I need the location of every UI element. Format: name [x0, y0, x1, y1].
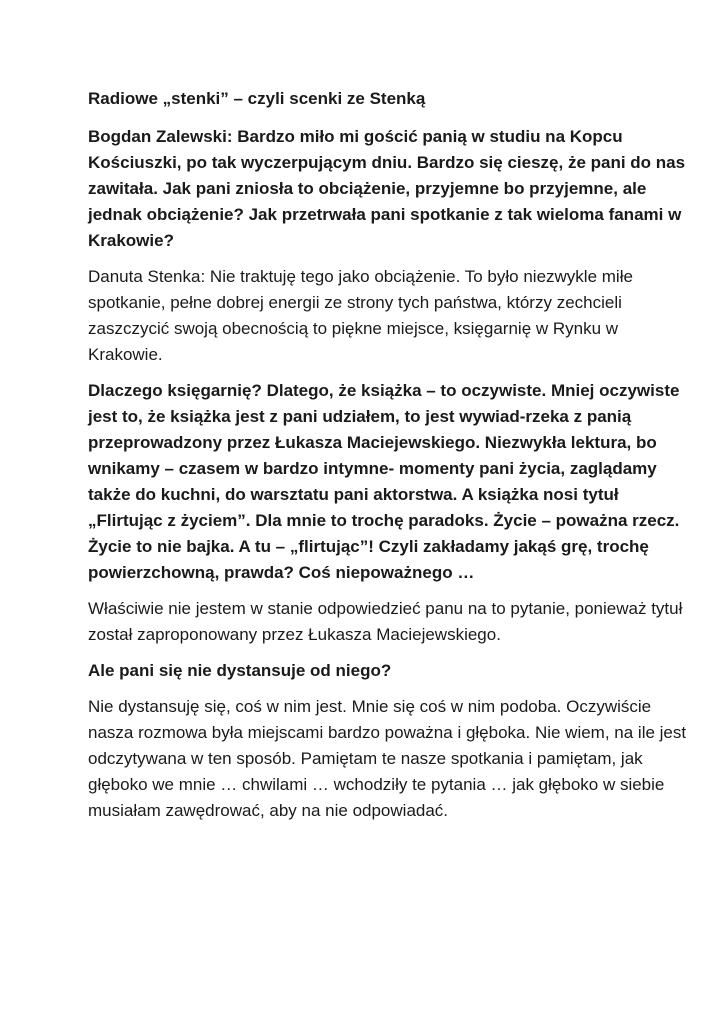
paragraph-question-3: Ale pani się nie dystansuje od niego? — [88, 661, 392, 680]
paragraph-answer-3: Nie dystansuję się, coś w nim jest. Mnie się coś w nim podoba. Oczywiście nasza rozmowa była miejscami bardzo poważna i głęboka. Nie wiem, na ile jest odczytywana w ten sposób. Pamiętam te nasze spotkania i pamiętam, jak głęboko we mnie … chwilami … wchodziły te pytania … jak głęboko w siebie musiałam zawędrować, aby na nie odpowiadać. — [88, 697, 687, 820]
paragraph-question-2: Dlaczego księgarnię? Dlatego, że książka – to oczywiste. Mniej oczywiste jest to, że książka jest z pani udziałem, to jest wywiad-rzeka z panią przeprowadzony przez Łukasza Maciejewskiego. Niezwykła lektura, bo wnikamy – czasem w bardzo intymne- momenty pani życia, zaglądamy także do kuchni, do warsztatu pani aktorstwa. A książka nosi tytuł „Flirtując z życiem”. Dla mnie to trochę paradoks. Życie – poważna rzecz. Życie to nie bajka. A tu – „flirtując”! Czyli zakładamy jakąś grę, trochę powierzchowną, prawda? Coś niepoważnego … — [88, 381, 680, 582]
document-title: Radiowe „stenki” – czyli scenki ze Stenką — [88, 89, 426, 108]
document-page — [88, 86, 688, 834]
paragraph-answer-1: Danuta Stenka: Nie traktuję tego jako obciążenie. To było niezwykle miłe spotkanie, pełne dobrej energii ze strony tych państwa, którzy zechcieli zaszczycić swoją obecnością to piękne miejsce, księgarnię w Rynku w Krakowie. — [88, 267, 633, 364]
paragraph-question-1: Bogdan Zalewski: Bardzo miło mi gościć panią w studiu na Kopcu Kościuszki, po tak wyczerpującym dniu. Bardzo się cieszę, że pani do nas zawitała. Jak pani zniosła to obciążenie, przyjemne bo przyjemne, ale jednak obciążenie? Jak przetrwała pani spotkanie z tak wieloma fanami w Krakowie? — [88, 127, 686, 250]
paragraph-answer-2: Właściwie nie jestem w stanie odpowiedzieć panu na to pytanie, ponieważ tytuł został zaproponowany przez Łukasza Maciejewskiego. — [88, 599, 683, 644]
